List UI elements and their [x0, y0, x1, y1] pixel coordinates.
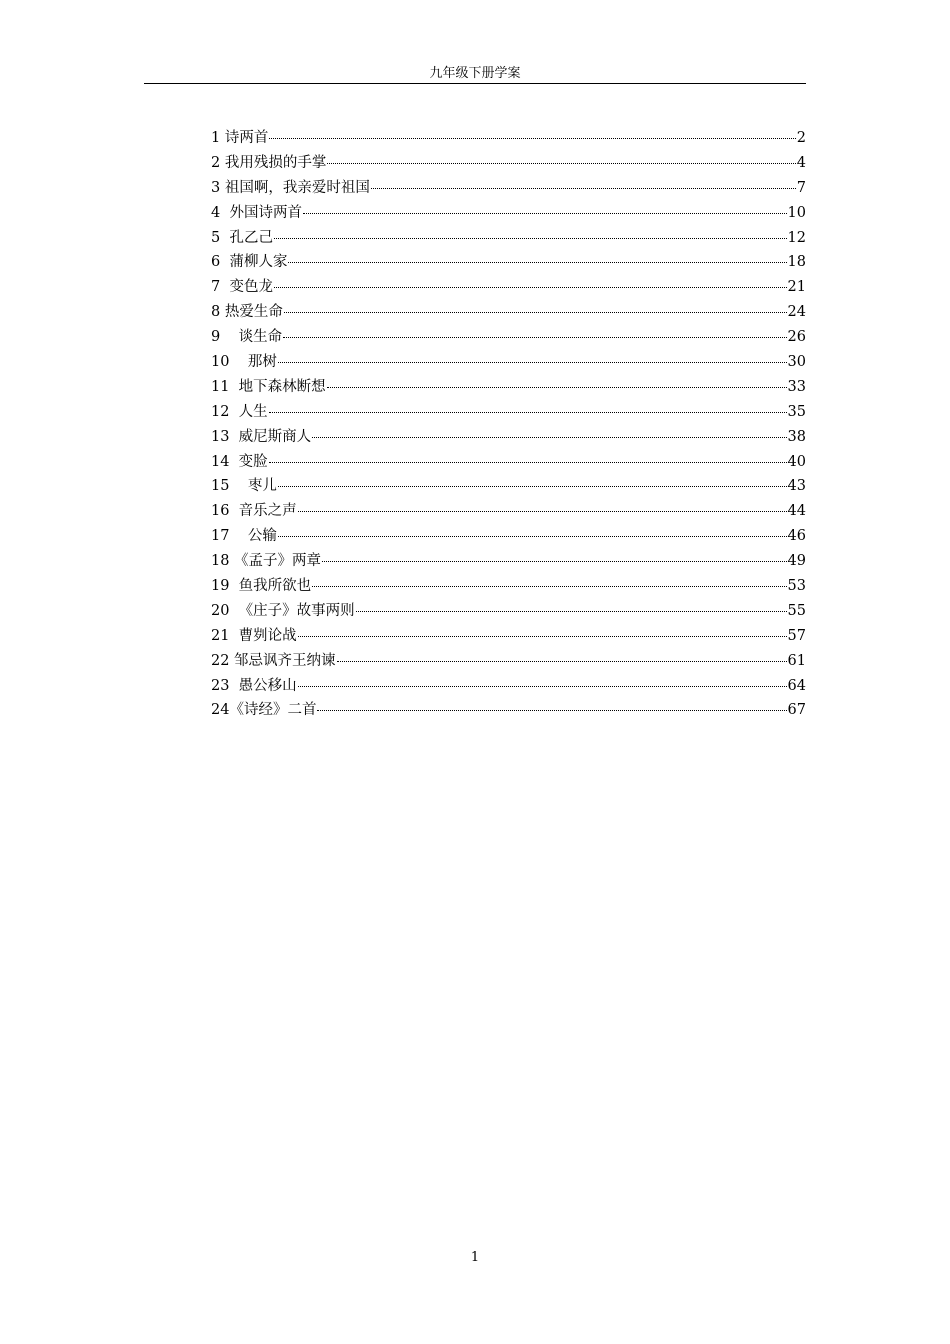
toc-entry-title: 23 愚公移山 [211, 677, 297, 694]
toc-entry[interactable] [211, 151, 806, 176]
dot-leader [274, 237, 787, 239]
dot-leader [298, 635, 787, 637]
toc-entry-page: 18 [787, 254, 806, 271]
toc-entry[interactable] [211, 176, 806, 201]
toc-entry-title: 21 曹刿论战 [211, 627, 297, 644]
toc-entry[interactable] [211, 549, 806, 574]
toc-entry-page: 49 [787, 553, 806, 570]
dot-leader [322, 560, 786, 562]
toc-entry-title: 4 外国诗两首 [211, 204, 302, 221]
dot-leader [317, 709, 786, 711]
dot-leader [269, 411, 787, 413]
toc-entry-page: 4 [796, 154, 806, 171]
toc-entry[interactable] [211, 624, 806, 649]
toc-entry-title: 11 地下森林断想 [211, 378, 326, 395]
toc-entry-page: 67 [787, 702, 806, 719]
dot-leader [312, 436, 786, 438]
toc-entry[interactable] [211, 499, 806, 524]
toc-entry[interactable] [211, 350, 806, 375]
toc-entry-page: 40 [787, 453, 806, 470]
toc-entry-page: 46 [787, 528, 806, 545]
dot-leader [327, 386, 787, 388]
toc-entry-title: 2 我用残损的手掌 [211, 154, 327, 171]
toc-entry-title: 10 那树 [211, 354, 277, 371]
toc-entry-page: 10 [787, 204, 806, 221]
toc-entry-page: 2 [796, 130, 806, 146]
toc-entry-page: 35 [787, 403, 806, 420]
header-rule [144, 83, 806, 84]
toc-entry-page: 55 [787, 602, 806, 619]
toc-entry-title: 17 公输 [211, 528, 277, 545]
toc-entry[interactable] [211, 524, 806, 549]
table-of-contents [211, 126, 806, 723]
toc-entry-page: 21 [787, 279, 806, 296]
toc-entry[interactable] [211, 126, 806, 151]
toc-entry-title: 3 祖国啊，我亲爱时祖国 [211, 179, 370, 196]
toc-entry[interactable] [211, 250, 806, 275]
toc-entry-page: 53 [787, 578, 806, 595]
toc-entry-page: 33 [787, 378, 806, 395]
toc-entry[interactable] [211, 474, 806, 499]
toc-entry[interactable] [211, 201, 806, 226]
toc-entry[interactable] [211, 425, 806, 450]
dot-leader [274, 286, 787, 288]
toc-entry[interactable] [211, 599, 806, 624]
toc-entry-title: 5 孔乙己 [211, 229, 273, 246]
dot-leader [298, 510, 787, 512]
page-number: 1 [470, 1250, 480, 1265]
toc-entry[interactable] [211, 226, 806, 251]
toc-entry-title: 15 枣儿 [211, 478, 277, 495]
toc-entry-title: 7 变色龙 [211, 279, 273, 296]
dot-leader [269, 461, 787, 463]
toc-entry-page: 30 [787, 354, 806, 371]
toc-entry-page: 24 [787, 304, 806, 321]
toc-entry-title: 12 人生 [211, 403, 268, 420]
toc-entry-page: 64 [787, 677, 806, 694]
toc-entry-page: 38 [787, 428, 806, 445]
toc-entry-title: 13 威尼斯商人 [211, 428, 312, 445]
toc-entry[interactable] [211, 450, 806, 475]
dot-leader [303, 212, 787, 214]
page-header: 九年级下册学案 [429, 66, 521, 81]
toc-entry-title: 1 诗两首 [211, 130, 269, 146]
toc-entry-page: 57 [787, 627, 806, 644]
toc-entry-page: 44 [787, 503, 806, 520]
dot-leader [278, 485, 787, 487]
dot-leader [278, 361, 787, 363]
toc-entry-title: 16 音乐之声 [211, 503, 297, 520]
dot-leader [284, 311, 787, 313]
toc-entry-page: 12 [787, 229, 806, 246]
dot-leader [269, 137, 795, 139]
dot-leader [337, 660, 787, 662]
dot-leader [283, 336, 786, 338]
dot-leader [278, 535, 787, 537]
dot-leader [288, 261, 786, 263]
toc-entry-title: 24《诗经》二首 [211, 702, 317, 719]
toc-entry-title: 18 《孟子》两章 [211, 553, 322, 570]
toc-entry[interactable] [211, 325, 806, 350]
toc-entry-title: 14 变脸 [211, 453, 268, 470]
toc-entry[interactable] [211, 574, 806, 599]
dot-leader [298, 685, 787, 687]
toc-entry-page: 7 [796, 179, 806, 196]
toc-entry[interactable] [211, 649, 806, 674]
toc-entry-title: 9 谈生命 [211, 329, 283, 346]
toc-entry[interactable] [211, 300, 806, 325]
toc-entry-page: 43 [787, 478, 806, 495]
toc-entry[interactable] [211, 698, 806, 723]
dot-leader [356, 610, 787, 612]
toc-entry[interactable] [211, 275, 806, 300]
dot-leader [312, 585, 786, 587]
toc-entry-page: 26 [787, 329, 806, 346]
toc-entry[interactable] [211, 400, 806, 425]
toc-entry-title: 8 热爱生命 [211, 304, 283, 321]
dot-leader [327, 162, 795, 164]
toc-entry-title: 6 蒲柳人家 [211, 254, 288, 271]
toc-entry-title: 22 邹忌讽齐王纳谏 [211, 652, 336, 669]
toc-entry-title: 19 鱼我所欲也 [211, 578, 312, 595]
toc-entry-title: 20 《庄子》故事两则 [211, 602, 355, 619]
toc-entry[interactable] [211, 375, 806, 400]
dot-leader [371, 187, 796, 189]
toc-entry[interactable] [211, 674, 806, 699]
toc-entry-page: 61 [787, 652, 806, 669]
